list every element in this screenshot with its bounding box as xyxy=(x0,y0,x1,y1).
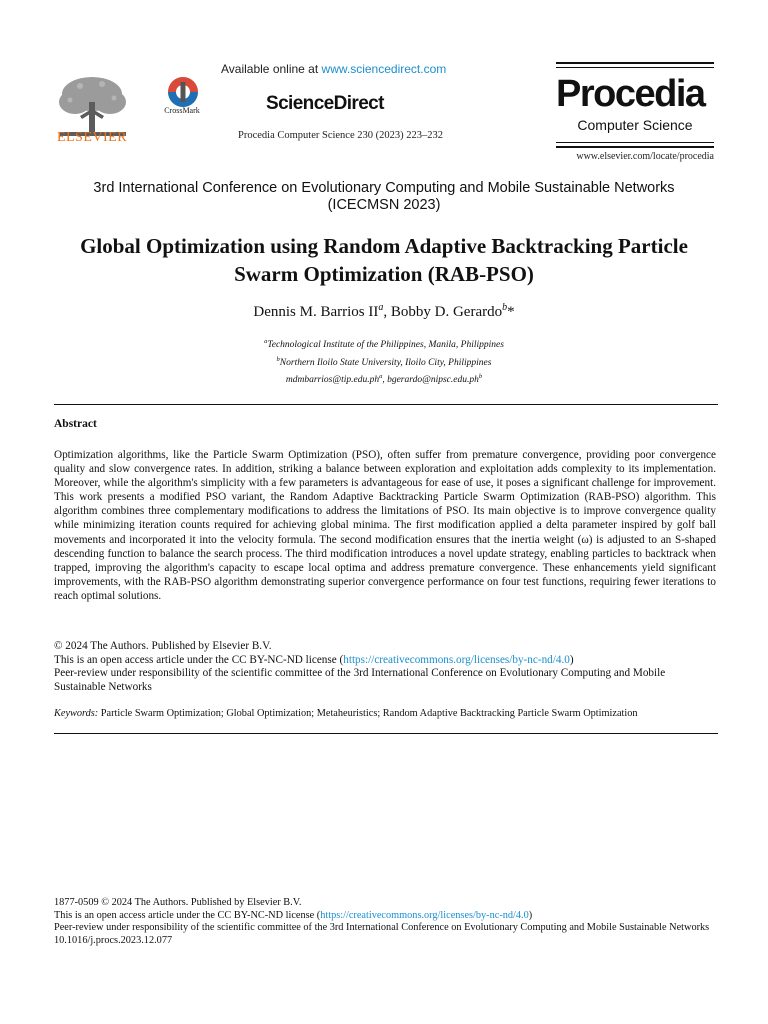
affiliation-a: $^a$Technological Institute of the Philippines, Manila, Philippines xyxy=(264,338,504,351)
journal-citation: Procedia Computer Science 230 (2023) 223–232 xyxy=(238,130,443,141)
author-separator: , xyxy=(383,304,391,320)
procedia-rule-top-thin xyxy=(556,67,714,68)
publisher-wordmark: ELSEVIER xyxy=(56,130,128,145)
peer-review-line: Peer-review under responsibility of the scientific committee of the 3rd International Conference on Evolutionary Computing and Mobile Sustainable Networks xyxy=(54,667,666,693)
affiliations xyxy=(60,335,708,388)
copyright-line: © 2024 The Authors. Published by Elsevier B.V. xyxy=(54,640,272,652)
procedia-rule-top xyxy=(556,62,714,64)
page-footer xyxy=(54,897,718,947)
affiliation-marker: a xyxy=(378,302,384,313)
procedia-wordmark: Procedia xyxy=(556,73,705,115)
keywords-list: Particle Swarm Optimization; Global Optimization; Metaheuristics; Random Adaptive Backtracking Particle Swarm Optimization xyxy=(98,708,638,719)
author-name: Dennis M. Barrios II xyxy=(253,304,379,320)
corresponding-author-mark: * xyxy=(507,304,515,320)
affiliation-b: $^b$Northern Iloilo State University, Iloilo City, Philippines xyxy=(276,355,492,368)
footer-peer-review: Peer-review under responsibility of the scientific committee of the 3rd International Conference on Evolutionary Computing and Mobile Sustainable Networks xyxy=(54,922,710,934)
available-online-line xyxy=(221,62,446,76)
sciencedirect-link[interactable]: www.sciencedirect.com xyxy=(321,62,447,76)
journal-url[interactable]: www.elsevier.com/locate/procedia xyxy=(576,151,714,162)
crossmark-label: CrossMark xyxy=(164,106,200,115)
sciencedirect-brand: ScienceDirect xyxy=(266,93,384,114)
footer-license-line: This is an open access article under the CC BY-NC-ND license (https://creativecommons.org/licenses/by-nc-nd/4.0) xyxy=(54,909,533,921)
license-line: This is an open access article under the CC BY-NC-ND license (https://creativecommons.org/licenses/by-nc-nd/4.0) xyxy=(54,653,574,666)
author-name: Bobby D. Gerardo xyxy=(390,304,503,320)
conference-name: 3rd International Conference on Evolutionary Computing and Mobile Sustainable Networks (ICECMSN 2023) xyxy=(93,180,675,213)
affiliation-marker: b xyxy=(502,302,508,313)
available-prefix: Available online at xyxy=(221,62,322,76)
divider-top xyxy=(54,404,718,405)
email-link[interactable]: mdmbarrios@tip.edu.ph xyxy=(285,375,380,386)
divider-bottom xyxy=(54,733,718,734)
keywords-line xyxy=(54,708,718,719)
license-link[interactable]: https://creativecommons.org/licenses/by-nc-nd/4.0 xyxy=(343,653,570,666)
procedia-rule-bottom-thin xyxy=(556,142,714,143)
abstract-heading: Abstract xyxy=(54,418,97,430)
author-line xyxy=(60,302,708,321)
paper-title: Global Optimization using Random Adaptive Backtracking Particle Swarm Optimization (RAB-PSO) xyxy=(80,234,688,286)
email-link[interactable]: bgerardo@nipsc.edu.ph xyxy=(387,375,479,386)
keywords-label: Keywords: xyxy=(54,708,99,719)
copyright-block xyxy=(54,640,718,694)
procedia-rule-bottom xyxy=(556,146,714,148)
issn-line: 1877-0509 © 2024 The Authors. Published by Elsevier B.V. xyxy=(54,897,302,908)
doi[interactable]: 10.1016/j.procs.2023.12.077 xyxy=(54,934,173,946)
author-emails: $mdmbarrios@tip.edu.ph^a$, $bgerardo@nipsc.edu.ph^b$ xyxy=(285,373,483,386)
journal-subtitle: Computer Science xyxy=(577,117,693,133)
footer-license-link[interactable]: https://creativecommons.org/licenses/by-nc-nd/4.0 xyxy=(320,909,529,921)
abstract-body: Optimization algorithms, like the Particle Swarm Optimization (PSO), often suffer from premature convergence, providing poor convergence quality and slow convergence rates. In addition, striking a balance between exploration and exploitation adds complexity to its implementation. Moreover, while the algorithm's simplicity with a few parameters is advantageous for ease of use, it poses a significant challenge for improvement. This work presents a modified PSO variant, the Random Adaptive Backtracking Particle Swarm Optimization (RAB-PSO) algorithm. This algorithm combines three complementary modifications to address the limitations of PSO. Its main objective is to improve convergence quality while minimizing iteration counts required for achieving global minima. The first modification applied a delta parameter inspired by golf ball movements and incorporated it into the velocity formula. The second modification ensures that the inertia weight (ω) is adjusted to an S-shaped descending function to balance the search process. The third modification introduces a novel update strategy, enabling particles to backtrack when trapped, improving the algorithm's capacity to escape local optima and address premature convergence. These enhancements yield significant improvements, with the RAB-PSO algorithm demonstrating superior convergence performance on four test functions, requiring fewer iterations to reach optimal solutions. xyxy=(54,449,716,602)
